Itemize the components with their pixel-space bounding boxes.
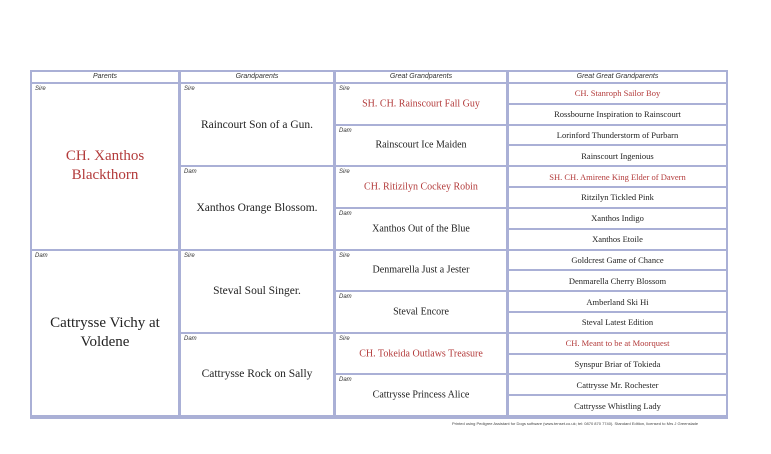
great-grandparent-cell	[336, 209, 506, 249]
great-great-grandparent-name: Xanthos Etoile	[592, 234, 643, 245]
great-great-grandparent-name: Ritzilyn Tickled Pink	[581, 192, 654, 203]
sire-label: Sire	[339, 252, 350, 259]
great-great-grandparent-name: Cattrysse Mr. Rochester	[576, 379, 659, 390]
great-great-grandparent-cell	[509, 251, 726, 270]
sire-label: Sire	[184, 252, 195, 259]
great-grandparent-cell	[336, 251, 506, 291]
sire-label: Sire	[339, 86, 350, 92]
great-grandparent-name: Steval Encore	[393, 306, 449, 318]
great-great-grandparent-cell	[509, 167, 726, 186]
pedigree-chart	[30, 70, 728, 419]
great-grandparent-cell	[336, 334, 506, 374]
great-great-grandparent-cell	[509, 188, 726, 207]
great-great-grandparent-cell	[509, 334, 726, 353]
great-grandparent-cell	[336, 375, 506, 415]
great-great-grandparent-name: Synspur Briar of Tokieda	[574, 358, 661, 369]
great-great-grandparent-cell	[509, 230, 726, 249]
great-great-grandparent-cell	[509, 146, 726, 165]
grandparent-cell	[181, 167, 333, 248]
great-great-grandparent-name: Steval Latest Edition	[581, 317, 654, 328]
dam-label: Dam	[339, 294, 352, 301]
parent-cell	[32, 251, 178, 416]
great-great-grandparent-name: CH. Meant to be at Moorquest	[565, 338, 670, 349]
grandparent-cell	[181, 84, 333, 165]
great-great-grandparent-cell	[509, 292, 726, 311]
footer-note: Printed using Pedigree Assistant for Dogs software (www.tenset.co.uk; tel: 0870 870 7740). Standard Edition, licensed to Mrs J Greenslade	[452, 421, 699, 426]
great-great-grandparent-name: SH. CH. Amirene King Elder of Davern	[549, 171, 686, 182]
sire-label: Sire	[184, 86, 195, 92]
dam-label: Dam	[184, 169, 197, 176]
great-great-grandparent-name: Cattrysse Whistling Lady	[574, 400, 661, 411]
great-great-grandparent-cell	[509, 396, 726, 415]
great-grandparent-cell	[336, 126, 506, 166]
great-great-grandparent-name: Lorinford Thunderstorm of Purbarn	[556, 130, 679, 141]
great-grandparent-name: CH. Tokeida Outlaws Treasure	[359, 348, 483, 360]
great-great-grandparent-cell	[509, 105, 726, 124]
great-great-grandparent-name: CH. Stanroph Sailor Boy	[574, 88, 661, 99]
header-parents: Parents	[32, 72, 178, 82]
great-great-grandparent-name: Xanthos Indigo	[591, 213, 644, 224]
grandparent-name: Cattrysse Rock on Sally	[201, 368, 313, 381]
dam-label: Dam	[339, 210, 352, 217]
dam-label: Dam	[339, 127, 352, 134]
great-grandparent-name: SH. CH. Rainscourt Fall Guy	[362, 98, 480, 110]
parent-name: CH. Xanthos Blackthorn	[65, 148, 145, 184]
great-grandparent-name: Cattrysse Princess Alice	[372, 389, 470, 401]
great-great-grandparent-name: Rainscourt Ingenious	[581, 150, 654, 161]
great-great-grandparent-cell	[509, 126, 726, 145]
great-grandparent-name: CH. Ritizilyn Cockey Robin	[364, 181, 478, 193]
great-great-grandparent-cell	[509, 271, 726, 290]
great-great-grandparent-cell	[509, 313, 726, 332]
great-grandparent-name: Denmarella Just a Jester	[372, 264, 470, 276]
parent-name: Cattrysse Vichy at Voldene	[50, 314, 160, 350]
header-great-great-grandparents: Great Great Grandparents	[509, 72, 726, 82]
dam-label: Dam	[184, 335, 197, 342]
grandparent-cell	[181, 334, 333, 415]
grandparent-name: Xanthos Orange Blossom.	[196, 201, 318, 214]
header-great-grandparents: Great Grandparents	[336, 72, 506, 82]
great-great-grandparent-cell	[509, 84, 726, 103]
great-grandparent-cell	[336, 167, 506, 207]
header-grandparents: Grandparents	[181, 72, 333, 82]
grandparent-name: Steval Soul Singer.	[213, 285, 301, 298]
great-great-grandparent-name: Amberland Ski Hi	[586, 296, 649, 307]
great-great-grandparent-name: Denmarella Cherry Blossom	[568, 275, 667, 286]
sire-label: Sire	[35, 86, 46, 92]
sire-label: Sire	[339, 335, 350, 342]
grandparent-name: Raincourt Son of a Gun.	[200, 118, 314, 131]
great-great-grandparent-cell	[509, 209, 726, 228]
great-great-grandparent-cell	[509, 375, 726, 394]
sire-label: Sire	[339, 169, 350, 176]
dam-label: Dam	[35, 252, 48, 259]
great-great-grandparent-cell	[509, 355, 726, 374]
great-grandparent-cell	[336, 84, 506, 124]
great-grandparent-cell	[336, 292, 506, 332]
great-great-grandparent-name: Goldcrest Game of Chance	[571, 254, 664, 265]
grandparent-cell	[181, 251, 333, 332]
dam-label: Dam	[339, 377, 352, 384]
parent-cell	[32, 84, 178, 249]
great-grandparent-name: Xanthos Out of the Blue	[372, 223, 470, 235]
great-grandparent-name: Rainscourt Ice Maiden	[375, 139, 467, 151]
great-great-grandparent-name: Rossbourne Inspiration to Rainscourt	[554, 109, 681, 120]
